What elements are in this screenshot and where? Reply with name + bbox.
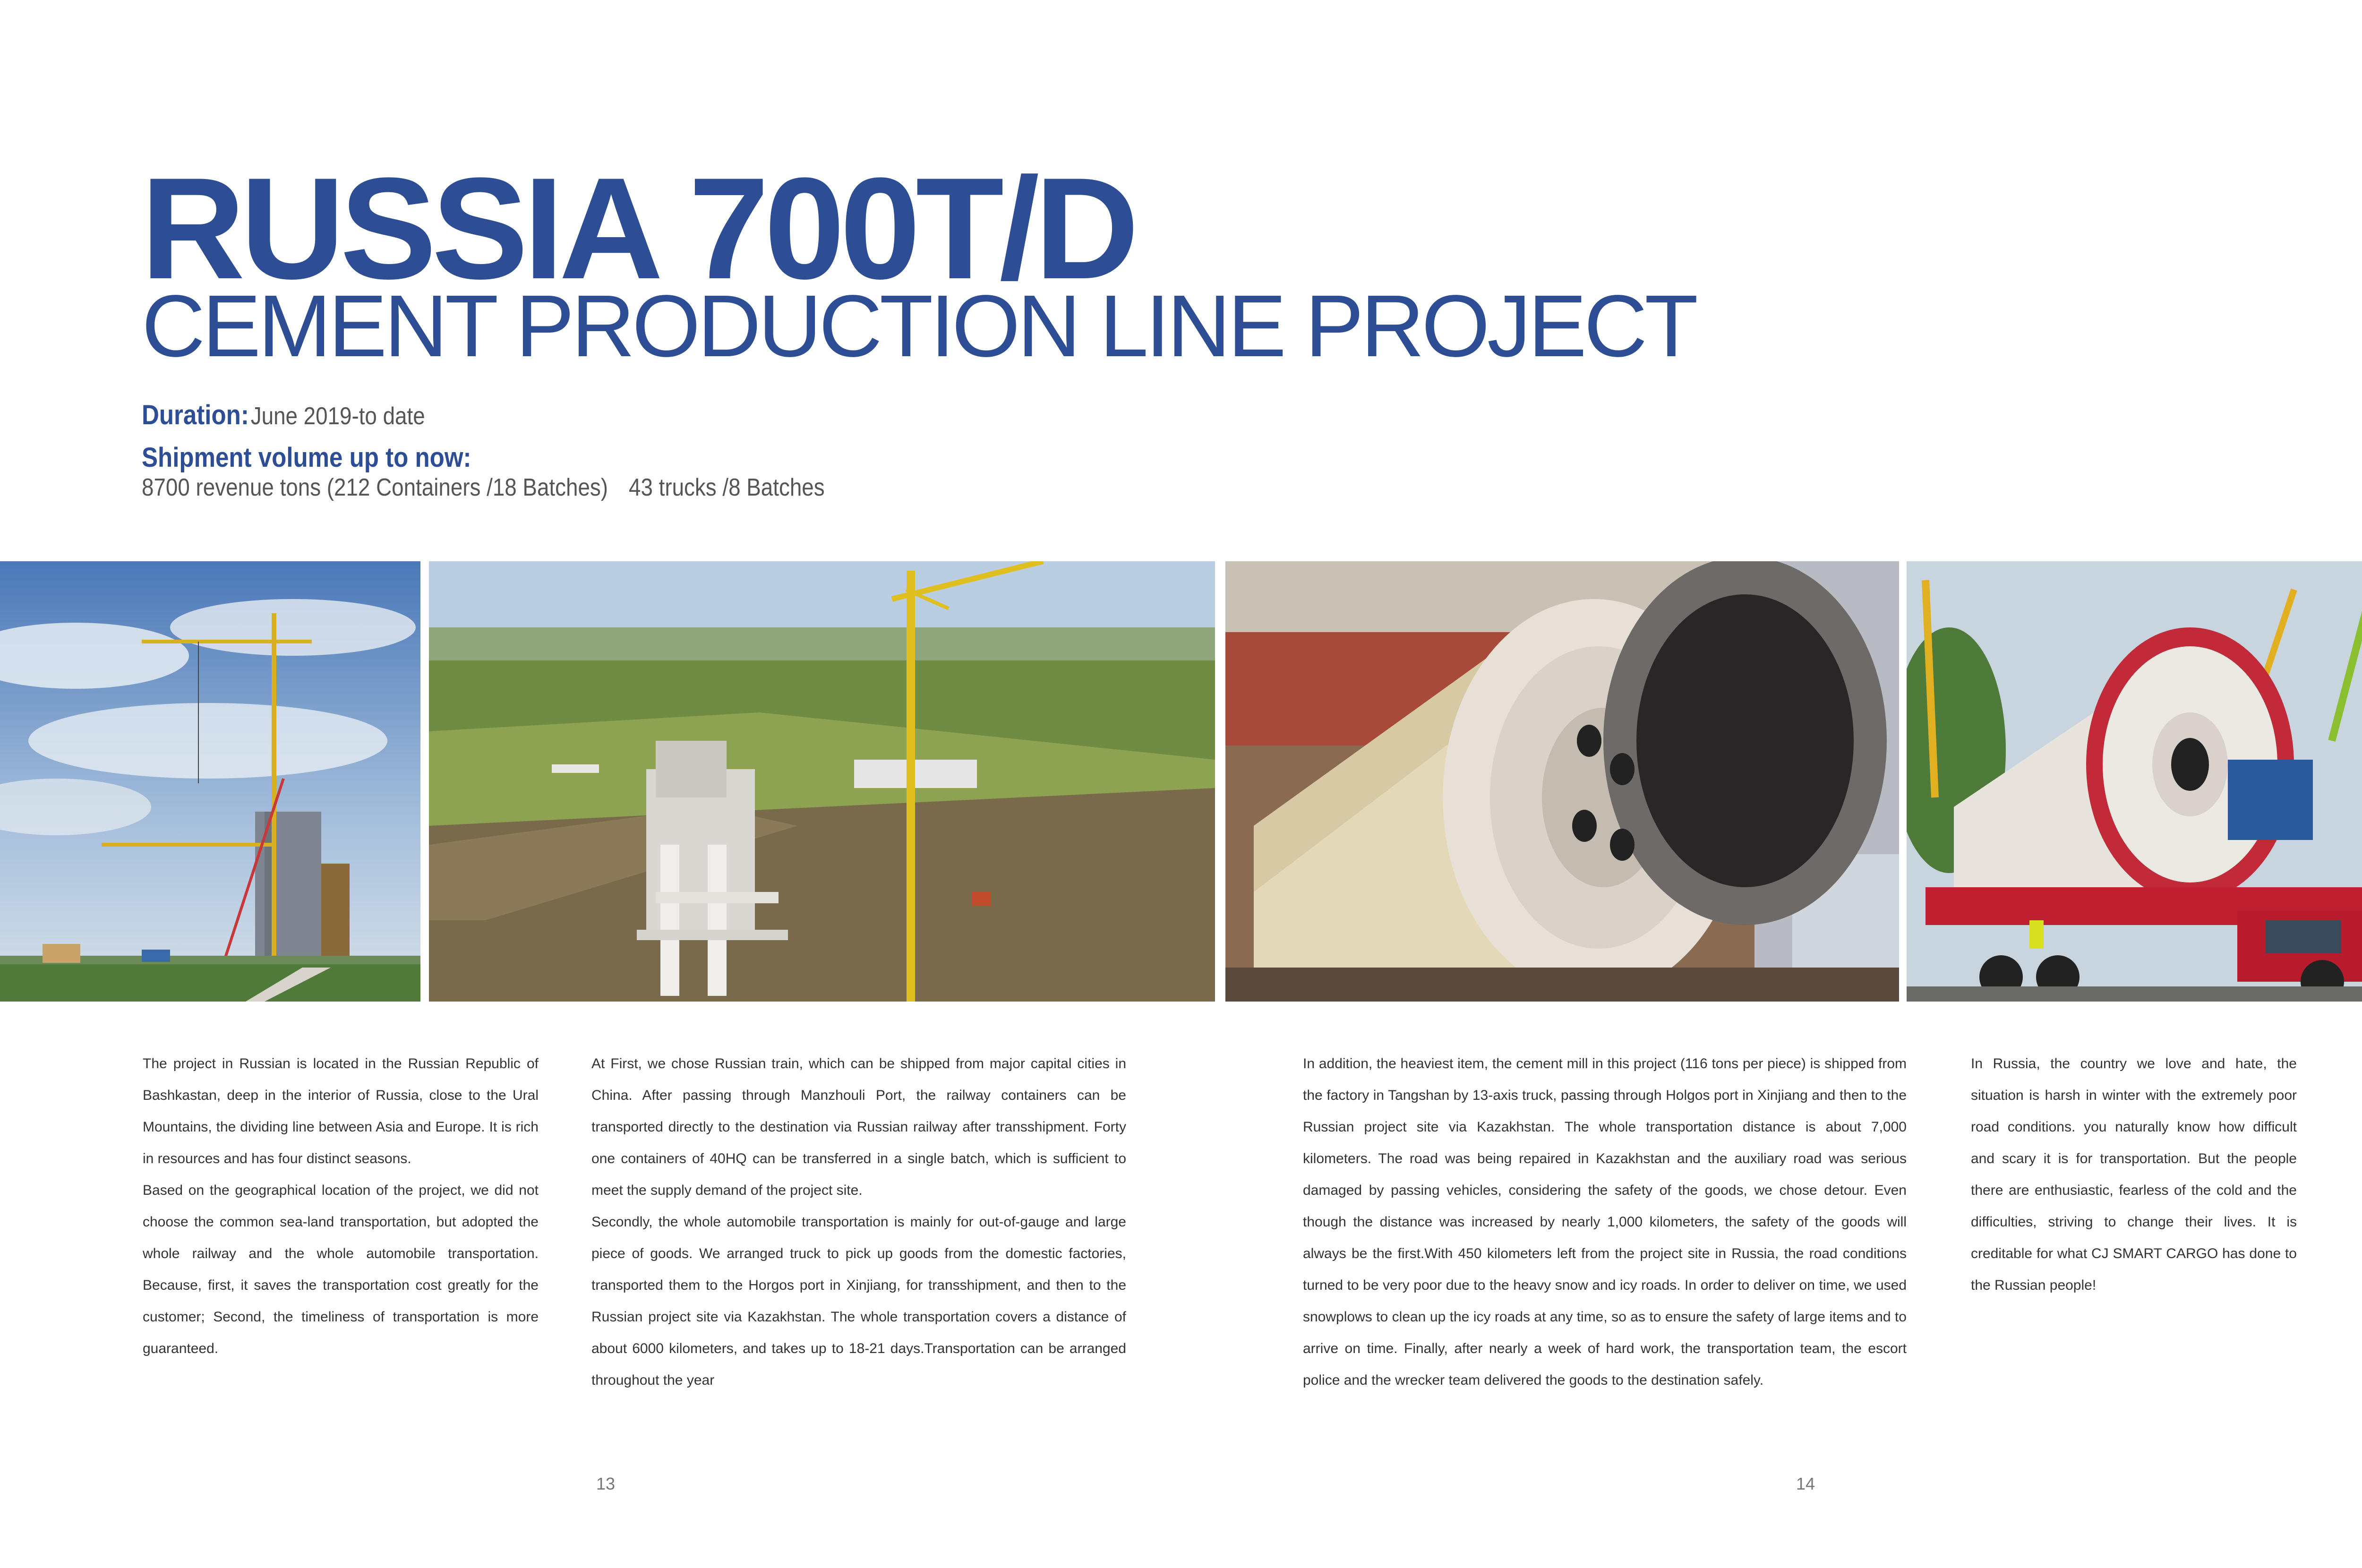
text-column-3 [1303, 1048, 1907, 1396]
photo-crane-site [0, 561, 420, 1002]
shipment-line [142, 444, 471, 471]
photo-mill-on-truck [1907, 561, 2362, 1002]
duration-line [142, 402, 425, 429]
text-column-2 [591, 1048, 1126, 1396]
page-number-right: 14 [1796, 1474, 1815, 1493]
shipment-truck-volume: 43 trucks /8 Batches [629, 474, 825, 501]
paragraph: Based on the geographical location of the project, we did not choose the common sea-land transportation, but adopted the whole railway and the whole automobile transportation. Because, first, it saves the transportation cost greatly for the customer; Second, the timeliness of transportation is more guaranteed. [143, 1182, 539, 1356]
photo-cement-mill-factory [1225, 561, 1899, 1002]
duration-value: June 2019-to date [250, 403, 425, 430]
paragraph: The project in Russian is located in the Russian Republic of Bashkastan, deep in the interior of Russia, close to the Ural Mountains, the dividing line between Asia and Europe. It is rich in resources and has four distinct seasons. [143, 1056, 539, 1166]
text-column-4 [1971, 1048, 2297, 1301]
shipment-values [142, 475, 825, 500]
paragraph: At First, we chose Russian train, which can be shipped from major capital cities in China. After passing through Manzhouli Port, the railway containers can be transported directly to the destination via Russian railway after transshipment. Forty one containers of 40HQ can be transferred in a single batch, which is sufficient to meet the supply demand of the project site. [591, 1056, 1126, 1198]
paragraph: In Russia, the country we love and hate, the situation is harsh in winter with the extremely poor road conditions. you naturally know how difficult and scary it is for transportation. But the people there are enthusiastic, fearless of the cold and the difficulties, striving to change their lives. It is creditable for what CJ SMART CARGO has done to the Russian people! [1971, 1056, 2297, 1293]
shipment-label: Shipment volume up to now: [142, 442, 471, 473]
paragraph: Secondly, the whole automobile transportation is mainly for out-of-gauge and large piece of goods. We arranged truck to pick up goods from the domestic factories, transported them to the Horgos port in Xinjiang, for transshipment, and then to the Russian project site via Kazakhstan. The whole transportation covers a distance of about 6000 kilometers, and takes up to 18-21 days.Transportation can be arranged throughout the year [591, 1214, 1126, 1388]
text-column-1 [143, 1048, 539, 1364]
paragraph: In addition, the heaviest item, the cement mill in this project (116 tons per piece) is shipped from the factory in Tangshan by 13-axis truck, passing through Holgos port in Xinjiang and then to the Russian project site via Kazakhstan. The whole transportation distance is about 7,000 kilometers. The road was being repaired in Kazakhstan and the auxiliary road was serious damaged by passing vehicles, considering the safety of the goods, we chose detour. Even though the distance was increased by nearly 1,000 kilometers, the safety of the goods will always be the first.With 450 kilometers left from the project site in Russia, the road conditions turned to be very poor due to the heavy snow and icy roads. In order to deliver on time, we used snowplows to clean up the icy roads at any time, so as to ensure the safety of large items and to arrive on time. Finally, after nearly a week of hard work, the transportation team, the escort police and the wrecker team delivered the goods to the destination safely. [1303, 1056, 1907, 1388]
duration-label: Duration: [142, 400, 249, 430]
page-subtitle: CEMENT PRODUCTION LINE PROJECT [142, 277, 1695, 375]
page-number-left: 13 [596, 1474, 616, 1493]
page-title: RUSSIA 700T/D [141, 147, 1135, 309]
photo-aerial-construction [429, 561, 1215, 1002]
shipment-rail-volume: 8700 revenue tons (212 Containers /18 Batches) [142, 474, 608, 501]
